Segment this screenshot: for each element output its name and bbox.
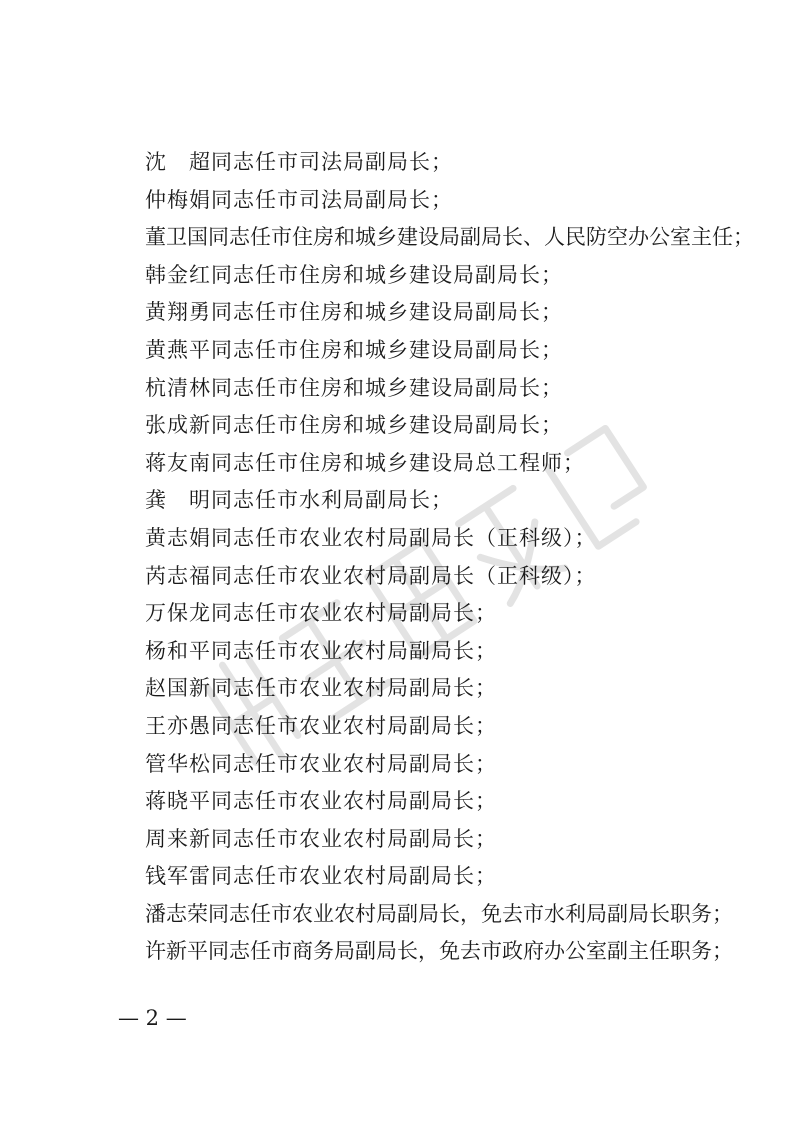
- appointment-line: 赵国新同志任市农业农村局副局长；: [145, 676, 497, 701]
- appointment-line: 周来新同志任市农业农村局副局长；: [145, 826, 497, 851]
- page-number: — 2 —: [118, 1006, 187, 1030]
- appointment-line: 杨和平同志任市农业农村局副局长；: [145, 638, 497, 663]
- appointment-line: 芮志福同志任市农业农村局副局长（正科级）；: [145, 563, 597, 588]
- appointment-line: 钱军雷同志任市农业农村局副局长；: [145, 864, 497, 889]
- appointment-line: 潘志荣同志任市农业农村局副局长，免去市水利局副局长职务；: [145, 901, 733, 926]
- appointment-line: 蒋晓平同志任市农业农村局副局长；: [145, 789, 497, 814]
- appointment-line: 仲梅娟同志任市司法局副局长；: [145, 187, 453, 212]
- appointment-list: [145, 144, 754, 971]
- appointment-line: 张成新同志任市住房和城乡建设局副局长；: [145, 413, 563, 438]
- appointment-line: 龚 明同志任市水利局副局长；: [145, 488, 453, 513]
- appointment-line: 董卫国同志任市住房和城乡建设局副局长、人民防空办公室主任；: [145, 225, 754, 250]
- appointment-line: 杭清林同志任市住房和城乡建设局副局长；: [145, 375, 563, 400]
- appointment-line: 黄翔勇同志任市住房和城乡建设局副局长；: [145, 300, 563, 325]
- appointment-line: 万保龙同志任市农业农村局副局长；: [145, 601, 497, 626]
- appointment-line: 沈 超同志任市司法局副局长；: [145, 150, 453, 174]
- appointment-line: 王亦愚同志任市农业农村局副局长；: [145, 713, 497, 738]
- appointment-line: 黄志娟同志任市农业农村局副局长（正科级）；: [145, 525, 597, 550]
- appointment-line: 韩金红同志任市住房和城乡建设局副局长；: [145, 262, 563, 287]
- appointment-line: 蒋友南同志任市住房和城乡建设局总工程师；: [145, 450, 585, 475]
- appointment-line: 管华松同志任市农业农村局副局长；: [145, 751, 497, 776]
- appointment-line: 许新平同志任市商务局副局长，免去市政府办公室副主任职务；: [145, 939, 733, 964]
- appointment-line: 黄燕平同志任市住房和城乡建设局副局长；: [145, 337, 563, 362]
